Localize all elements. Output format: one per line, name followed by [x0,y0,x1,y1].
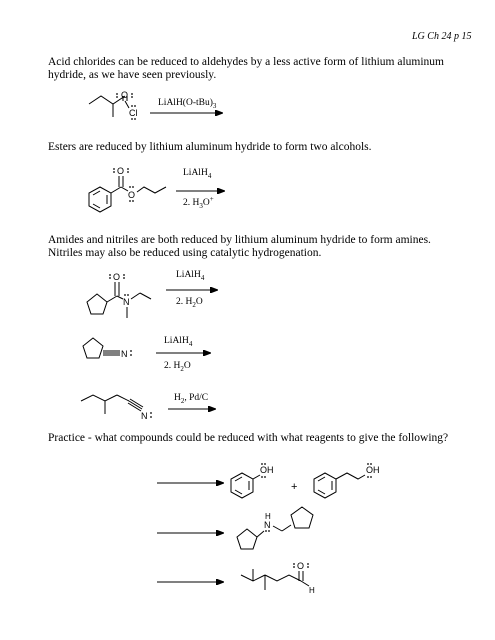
reagent-reaction-1: $LiAlH(O-tBu)_3$ [158,98,217,110]
molecule-phenylethanol [314,463,380,498]
atom-hydrogen: H [309,586,315,595]
atom-hydrogen: H [265,512,271,521]
paragraph-amides-1: Amides and nitriles are both reduced by lithium aluminum hydride to form amines. [48,234,431,246]
atom-hydroxyl: OH [260,465,274,475]
paragraph-esters: Esters are reduced by lithium aluminum hydride to form two alcohols. [48,141,372,153]
molecule-acid-chloride [89,90,138,120]
molecule-nitrile-1 [83,338,132,359]
molecule-dicyclopentylamine [237,507,313,549]
molecule-benzyl-alcohol [231,463,274,498]
atom-hydroxyl: OH [366,465,380,475]
reagent-reaction-3-step2: 2. $H_2O$ [176,297,203,309]
reagent-reaction-2-step1: LiAlH$_4$ [183,168,212,180]
paragraph-amides-2: Nitriles may also be reduced using catalytic hydrogenation. [48,247,322,259]
page-header: LG Ch 24 p 15 [412,31,472,42]
atom-oxygen: O [128,190,136,200]
atom-chlorine: Cl [129,108,138,118]
molecule-nitrile-2 [81,395,152,421]
reagent-reaction-3-step1: LiAlH$_4$ [176,270,205,282]
atom-nitrogen: N [123,297,130,307]
atom-oxygen: O [297,561,305,571]
atom-nitrogen: N [141,411,148,421]
paragraph-practice: Practice - what compounds could be reduced with what reagents to give the following? [48,432,449,444]
molecule-amide [87,272,151,318]
atom-oxygen: O [121,90,129,100]
reagent-reaction-2-step2: 2. $H_3O^+$ [183,195,214,211]
paragraph-acid-chlorides-1: Acid chlorides can be reduced to aldehydes by a less active form of lithium aluminum [48,56,444,68]
atom-oxygen: O [117,166,125,176]
paragraph-acid-chlorides-2: hydride, as we have seen previously. [48,69,217,81]
atom-nitrogen: N [121,349,128,359]
atom-oxygen: O [113,272,121,282]
reagent-reaction-5: $H_2$, Pd/C [174,393,209,405]
atom-nitrogen: N [264,520,271,530]
molecule-aldehyde [241,561,315,595]
reagent-reaction-4-step1: LiAlH$_4$ [164,336,193,348]
plus-sign: + [291,481,298,493]
molecule-ester [89,166,166,212]
reagent-reaction-4-step2: 2. $H_2O$ [164,361,191,373]
